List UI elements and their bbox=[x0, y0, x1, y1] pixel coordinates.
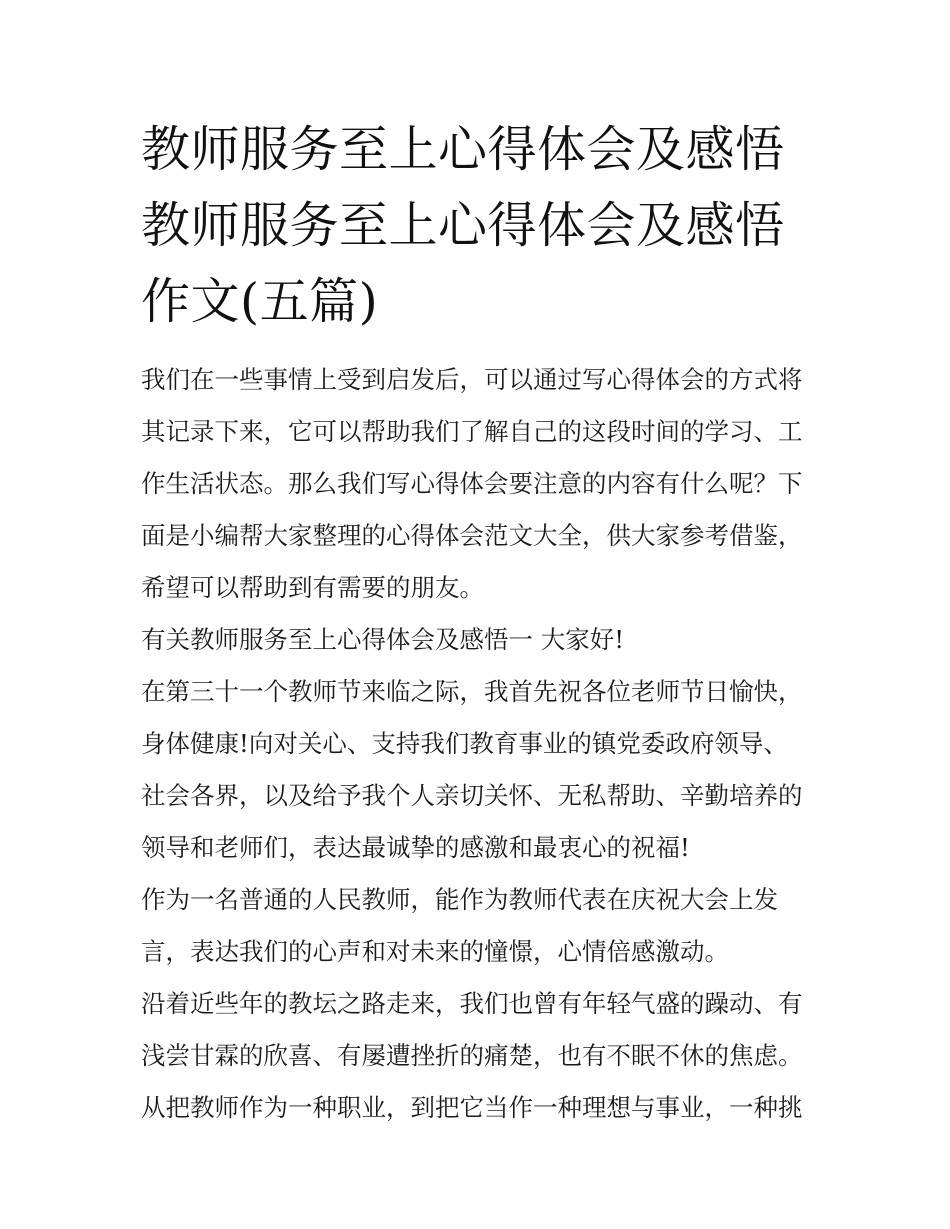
body-line: 在第三十一个教师节来临之际，我首先祝各位老师节日愉快， bbox=[141, 677, 803, 706]
title-line: 教师服务至上心得体会及感悟 bbox=[141, 121, 785, 178]
body-line: 领导和老师们，表达最诚挚的感激和最衷心的祝福! bbox=[141, 833, 690, 862]
body-line: 作生活状态。那么我们写心得体会要注意的内容有什么呢？下 bbox=[141, 469, 803, 498]
document-body bbox=[141, 354, 831, 1134]
title-line: 作文(五篇) bbox=[141, 273, 379, 330]
body-line: 沿着近些年的教坛之路走来，我们也曾有年轻气盛的躁动、有 bbox=[141, 989, 803, 1018]
body-line: 浅尝甘霖的欣喜、有屡遭挫折的痛楚，也有不眠不休的焦虑。 bbox=[141, 1041, 803, 1070]
section-heading-line: 有关教师服务至上心得体会及感悟一 大家好! bbox=[141, 625, 625, 654]
title-line: 教师服务至上心得体会及感悟 bbox=[141, 197, 785, 254]
body-line: 身体健康!向对关心、支持我们教育事业的镇党委政府领导、 bbox=[141, 729, 788, 758]
body-line: 从把教师作为一种职业，到把它当作一种理想与事业，一种挑 bbox=[141, 1093, 803, 1122]
body-line: 我们在一些事情上受到启发后，可以通过写心得体会的方式将 bbox=[141, 365, 803, 394]
body-line: 其记录下来，它可以帮助我们了解自己的这段时间的学习、工 bbox=[141, 417, 803, 446]
body-line: 社会各界，以及给予我个人亲切关怀、无私帮助、辛勤培养的 bbox=[141, 781, 803, 810]
body-line: 言，表达我们的心声和对未来的憧憬，心情倍感激动。 bbox=[141, 937, 729, 966]
body-line: 希望可以帮助到有需要的朋友。 bbox=[141, 573, 484, 602]
body-line: 作为一名普通的人民教师，能作为教师代表在庆祝大会上发 bbox=[141, 885, 778, 914]
document-title bbox=[141, 112, 821, 340]
body-line: 面是小编帮大家整理的心得体会范文大全，供大家参考借鉴， bbox=[141, 521, 803, 550]
